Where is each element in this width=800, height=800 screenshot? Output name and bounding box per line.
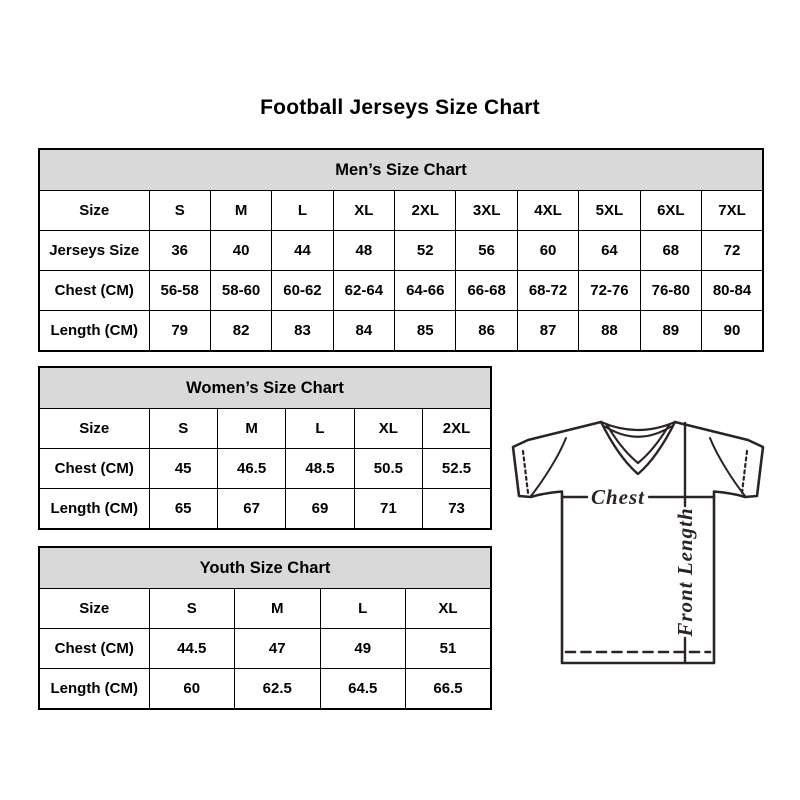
men-value-cell: 56-58 (149, 271, 210, 311)
men-row-label: Jerseys Size (39, 231, 149, 271)
women-value-cell: 46.5 (217, 449, 285, 489)
men-value-cell: 60 (517, 231, 578, 271)
men-value-cell: 6XL (640, 191, 701, 231)
jersey-measurement-diagram (500, 400, 770, 680)
men-value-cell: 79 (149, 311, 210, 352)
collar-back-arc-inner (605, 427, 671, 437)
men-value-cell: 64 (579, 231, 640, 271)
men-value-cell: 68 (640, 231, 701, 271)
youth-value-cell: XL (406, 589, 492, 629)
youth-value-cell: 51 (406, 629, 492, 669)
youth-table-title: Youth Size Chart (39, 547, 491, 589)
men-value-cell: 40 (210, 231, 271, 271)
men-value-cell: 60-62 (272, 271, 333, 311)
men-value-cell: M (210, 191, 271, 231)
women-value-cell: 65 (149, 489, 217, 530)
front-length-label: Front Length (673, 507, 697, 637)
men-value-cell: 89 (640, 311, 701, 352)
men-value-cell: 66-68 (456, 271, 517, 311)
youth-value-cell: 47 (235, 629, 321, 669)
youth-row-label: Size (39, 589, 149, 629)
men-value-cell: 87 (517, 311, 578, 352)
men-value-cell: 86 (456, 311, 517, 352)
youth-value-cell: 62.5 (235, 669, 321, 710)
chest-label: Chest (590, 485, 646, 509)
men-value-cell: 36 (149, 231, 210, 271)
men-value-cell: 82 (210, 311, 271, 352)
women-value-cell: 45 (149, 449, 217, 489)
youth-table-row (39, 589, 491, 629)
women-value-cell: 69 (286, 489, 354, 530)
men-value-cell: 58-60 (210, 271, 271, 311)
women-table-row (39, 449, 491, 489)
youth-value-cell: L (320, 589, 406, 629)
left-armhole-seam (531, 438, 566, 496)
women-value-cell: 73 (423, 489, 491, 530)
youth-value-cell: 66.5 (406, 669, 492, 710)
men-table-title: Men’s Size Chart (39, 149, 763, 191)
men-value-cell: 3XL (456, 191, 517, 231)
collar-back-arc-outer (601, 422, 675, 430)
men-value-cell: S (149, 191, 210, 231)
women-table-row (39, 409, 491, 449)
women-value-cell: 50.5 (354, 449, 422, 489)
men-row-label: Size (39, 191, 149, 231)
men-table-row (39, 311, 763, 352)
men-row-label: Length (CM) (39, 311, 149, 352)
youth-value-cell: 44.5 (149, 629, 235, 669)
men-value-cell: 72-76 (579, 271, 640, 311)
men-value-cell: 5XL (579, 191, 640, 231)
women-row-label: Chest (CM) (39, 449, 149, 489)
right-armhole-seam (710, 438, 745, 496)
men-value-cell: 4XL (517, 191, 578, 231)
men-value-cell: 80-84 (702, 271, 763, 311)
women-value-cell: S (149, 409, 217, 449)
men-value-cell: 68-72 (517, 271, 578, 311)
men-value-cell: 52 (395, 231, 456, 271)
men-value-cell: 72 (702, 231, 763, 271)
men-table-row (39, 231, 763, 271)
youth-value-cell: 64.5 (320, 669, 406, 710)
men-value-cell: 84 (333, 311, 394, 352)
women-value-cell: 71 (354, 489, 422, 530)
left-cuff-stitch (523, 451, 528, 493)
men-value-cell: 88 (579, 311, 640, 352)
women-value-cell: L (286, 409, 354, 449)
men-value-cell: 56 (456, 231, 517, 271)
men-value-cell: 64-66 (395, 271, 456, 311)
women-table-header-row (39, 367, 491, 409)
right-cuff-stitch (742, 451, 747, 493)
womens-size-table (38, 366, 492, 530)
women-value-cell: 48.5 (286, 449, 354, 489)
page-title: Football Jerseys Size Chart (260, 96, 540, 119)
women-table-row (39, 489, 491, 530)
youth-row-label: Length (CM) (39, 669, 149, 710)
youth-row-label: Chest (CM) (39, 629, 149, 669)
men-value-cell: 44 (272, 231, 333, 271)
men-value-cell: 7XL (702, 191, 763, 231)
youth-value-cell: S (149, 589, 235, 629)
youth-size-table (38, 546, 492, 710)
men-value-cell: XL (333, 191, 394, 231)
men-table-row (39, 271, 763, 311)
men-table-row (39, 191, 763, 231)
women-row-label: Length (CM) (39, 489, 149, 530)
youth-value-cell: 49 (320, 629, 406, 669)
men-value-cell: 48 (333, 231, 394, 271)
youth-value-cell: 60 (149, 669, 235, 710)
men-value-cell: 83 (272, 311, 333, 352)
women-value-cell: 67 (217, 489, 285, 530)
men-value-cell: 76-80 (640, 271, 701, 311)
youth-table-header-row (39, 547, 491, 589)
men-value-cell: 2XL (395, 191, 456, 231)
mens-size-table (38, 148, 764, 352)
youth-table-row (39, 669, 491, 710)
men-table-header-row (39, 149, 763, 191)
women-table-title: Women’s Size Chart (39, 367, 491, 409)
women-row-label: Size (39, 409, 149, 449)
men-value-cell: 85 (395, 311, 456, 352)
men-row-label: Chest (CM) (39, 271, 149, 311)
men-value-cell: L (272, 191, 333, 231)
youth-value-cell: M (235, 589, 321, 629)
women-value-cell: M (217, 409, 285, 449)
men-value-cell: 90 (702, 311, 763, 352)
jersey-outline (513, 422, 763, 663)
women-value-cell: 2XL (423, 409, 491, 449)
youth-table-row (39, 629, 491, 669)
women-value-cell: XL (354, 409, 422, 449)
women-value-cell: 52.5 (423, 449, 491, 489)
men-value-cell: 62-64 (333, 271, 394, 311)
